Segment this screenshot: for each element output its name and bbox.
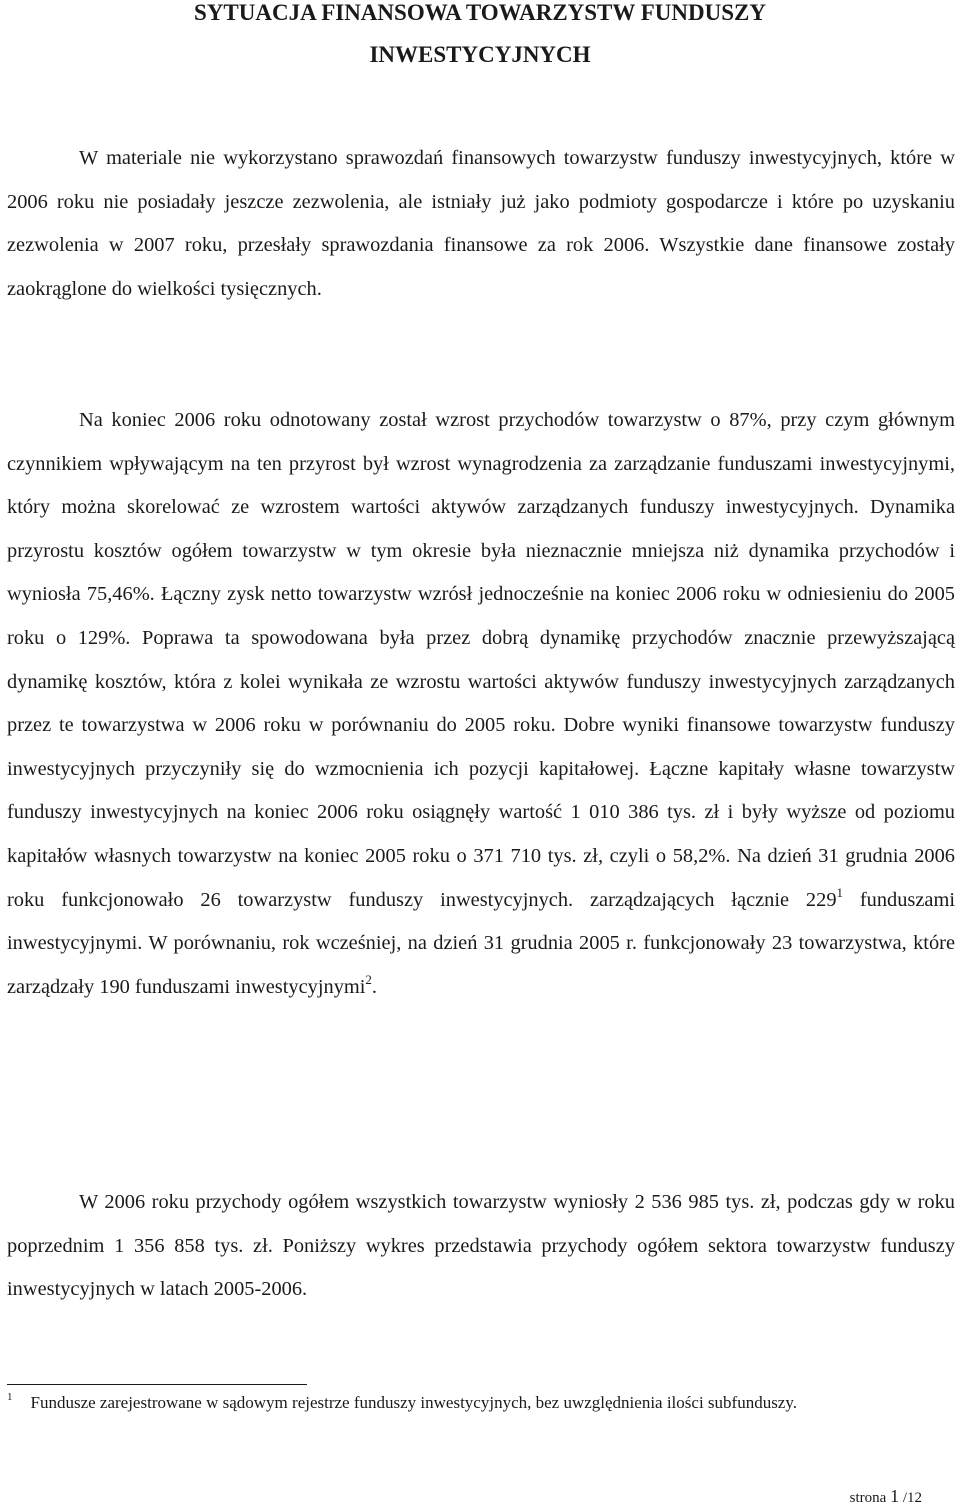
paragraph-text-part-b: funduszami inwestycyjnymi. W porównaniu, rok wcześniej, na dzień 31 grudnia 2005 r. funkcjonowały 23 towarzystwa, które zarządzały 190 funduszami inwestycyjnymi <box>7 888 955 998</box>
footnote-divider <box>7 1384 307 1385</box>
paragraph-revenue: W 2006 roku przychody ogółem wszystkich towarzystw wyniosły 2 536 985 tys. zł, podczas gdy w roku poprzednim 1 356 858 tys. zł. Poniższy wykres przedstawia przychody ogółem sektora towarzystw funduszy inwestycyjnych w latach 2005-2006. <box>7 1191 955 1301</box>
paragraph-text-part-c: . <box>371 975 378 998</box>
paragraph-financial-results <box>7 399 955 1009</box>
footnote-text: Fundusze zarejestrowane w sądowym rejestrze funduszy inwestycyjnych, bez uwzględnienia ilości subfunduszy. <box>30 1393 798 1412</box>
document-title-line2: INWESTYCYJNYCH <box>369 42 591 67</box>
document-title-line1: SYTUACJA FINANSOWA TOWARZYSTW FUNDUSZY <box>194 0 766 25</box>
page-total: /12 <box>902 1490 922 1506</box>
footnote-1 <box>7 1391 955 1415</box>
page-label: strona <box>849 1490 887 1506</box>
page-current: 1 <box>890 1486 900 1506</box>
footnote-ref-2[interactable]: 2 <box>365 971 372 987</box>
paragraph-text-part-a: Na koniec 2006 roku odnotowany został wzrost przychodów towarzystw o 87%, przy czym głównym czynnikiem wpływającym na ten przyrost był wzrost wynagrodzenia za zarządzanie funduszami inwestycyjnymi, który można skorelować ze wzrostem wartości aktywów zarządzanych funduszy inwestycyjnych. Dynamika przyrostu kosztów ogółem towarzystw w tym okresie była nieznacznie mniejsza niż dynamika przychodów i wyniosła 75,46%. Łączny zysk netto towarzystw wzrósł jednocześnie na koniec 2006 roku w odniesieniu do 2005 roku o 129%. Poprawa ta spowodowana była przez dobrą dynamikę przychodów znacznie przewyższającą dynamikę kosztów, która z kolei wynikała ze wzrostu wartości aktywów funduszy inwestycyjnych zarządzanych przez te towarzystwa w 2006 roku w porównaniu do 2005 roku. Dobre wyniki finansowe towarzystw funduszy inwestycyjnych przyczyniły się do wzmocnienia ich pozycji kapitałowej. Łączne kapitały własne towarzystw funduszy inwestycyjnych na koniec 2006 roku osiągnęły wartość 1 010 386 tys. zł i były wyższe od poziomu kapitałów własnych towarzystw na koniec 2005 roku o 371 710 tys. zł, czyli o 58,2%. Na dzień 31 grudnia 2006 roku funkcjonowało 26 towarzystw funduszy inwestycyjnych. zarządzających łącznie 229 <box>7 409 955 911</box>
page-number <box>850 1487 922 1507</box>
footnote-mark: 1 <box>7 1391 13 1403</box>
paragraph-intro: W materiale nie wykorzystano sprawozdań finansowych towarzystw funduszy inwestycyjnych, które w 2006 roku nie posiadały jeszcze zezwolenia, ale istniały już jako podmioty gospodarcze i które po uzyskaniu zezwolenia w 2007 roku, przesłały sprawozdania finansowe za rok 2006. Wszystkie dane finansowe zostały zaokrąglone do wielkości tysięcznych. <box>7 147 955 300</box>
footnote-ref-1[interactable]: 1 <box>836 884 844 900</box>
